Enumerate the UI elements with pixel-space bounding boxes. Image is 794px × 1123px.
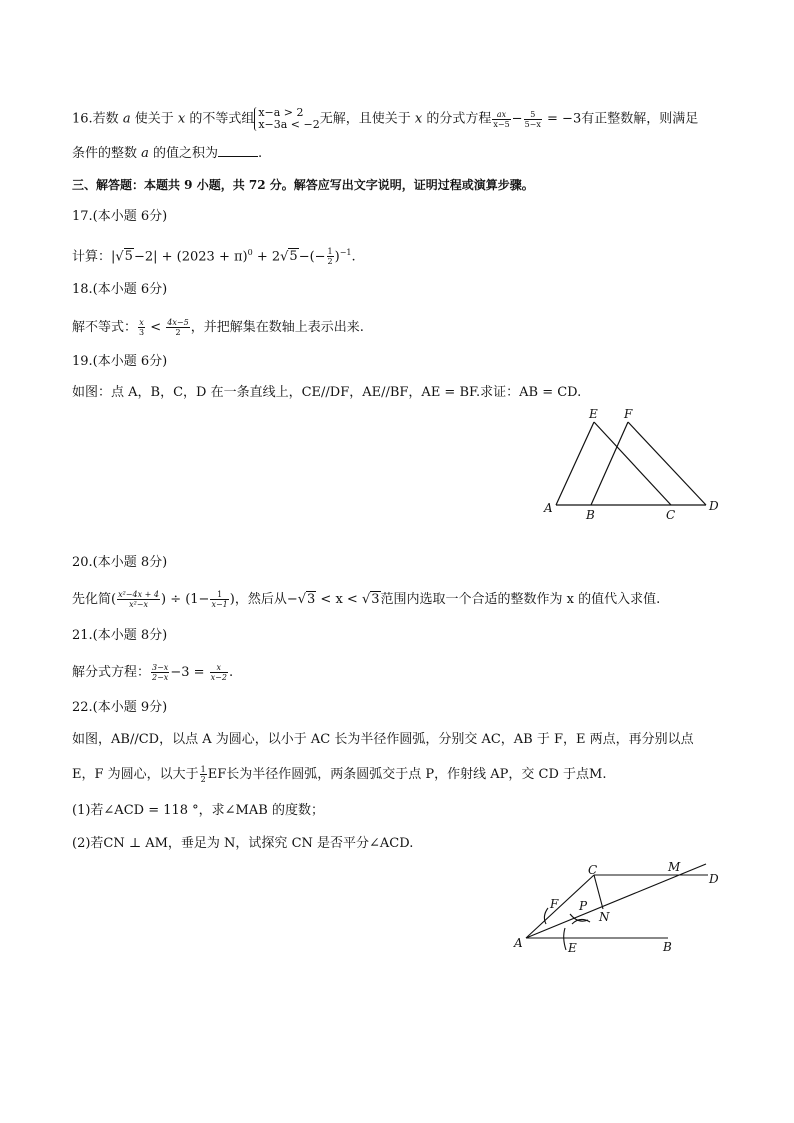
segment-bf <box>591 422 628 505</box>
fraction: $\frac{1}{2}$ <box>200 765 206 784</box>
segment-ae <box>556 422 594 505</box>
segment-ec <box>594 422 671 505</box>
q18-expression: 解不等式： $\frac{x}{3}$ < $\frac{4x-5}{2}$ ，并把解集在数轴上表示出来. <box>72 318 364 337</box>
inequality-system: x−a > 2 x−3a < −2 <box>254 107 319 131</box>
q22-line2: E，F 为圆心，以大于 $\frac{1}{2}$ EF长为半径作圆弧，两条圆弧交于点 P，作射线 AP，交 CD 于点M. <box>72 765 607 784</box>
label-d: D <box>709 872 719 886</box>
section-heading: 三、解答题：本题共 9 小题，共 72 分。解答应写出文字说明，证明过程或演算步骤。 <box>72 178 534 192</box>
label-a: A <box>544 501 553 515</box>
q21-equation: 解分式方程： $\frac{3-x}{2-x}$ −3 = $\frac{x}{x-2}$ . <box>72 663 234 682</box>
q18-heading: 18.(本小题 6分) <box>72 282 168 297</box>
label-f: F <box>624 407 633 421</box>
fraction: $\frac{3-x}{2-x}$ <box>152 663 169 682</box>
fraction: $\frac{5}{5-x}$ <box>524 109 541 129</box>
label-b: B <box>586 508 595 522</box>
fraction: $\frac{x}{x-2}$ <box>210 663 227 682</box>
q21-heading: 21.(本小题 8分) <box>72 628 168 643</box>
fraction: $\frac{1}{x-1}$ <box>211 590 228 609</box>
arc-e <box>564 928 566 950</box>
q19-statement: 如图：点 A，B，C，D 在一条直线上，CE//DF，AE//BF，AE = BF.求证：AB = CD. <box>72 385 582 400</box>
label-e: E <box>568 941 577 955</box>
q22-part1: (1)若∠ACD = 118 °，求∠MAB 的度数； <box>72 803 324 818</box>
q17-expression: 计算：$|√5-2| + (2023 + \pi)^0 + 2√5-(-$ $\frac{1}{2}$ )$^{-1}$. <box>72 247 356 267</box>
q22-figure <box>508 858 738 958</box>
q19-heading: 19.(本小题 6分) <box>72 354 168 369</box>
q16-line1: 16.若数 a 使关于 x 的不等式组 x−a > 2 x−3a < −2 无解，且使关于 x 的分式方程 $\frac{ax}{x-5}$ − $\frac{5}{5-x}$ = −3有正整数解，则满足 <box>72 106 699 131</box>
label-b: B <box>663 940 672 954</box>
label-c: C <box>588 863 598 877</box>
label-p: P <box>579 899 588 913</box>
q16-line2: 条件的整数 a 的值之积为 . <box>72 146 263 161</box>
segment-fd <box>628 422 706 505</box>
answer-blank <box>218 144 258 157</box>
label-e: E <box>589 407 598 421</box>
label-d: D <box>709 499 719 513</box>
label-c: C <box>666 508 676 522</box>
fraction: $\frac{ax}{x-5}$ <box>493 109 510 129</box>
q22-heading: 22.(本小题 9分) <box>72 700 168 715</box>
q19-figure <box>538 402 728 522</box>
q22-part2: (2)若CN ⊥ AM，垂足为 N，试探究 CN 是否平分∠ACD. <box>72 836 414 851</box>
label-m: M <box>668 860 681 874</box>
segment-cn <box>594 875 603 909</box>
fraction: $\frac{x}{3}$ <box>139 318 145 337</box>
q20-expression: 先化简( $\frac{\text{x²−4x + 4}}{\text{x²−x}}$ ) ÷ (1− $\frac{1}{x-1}$ )，然后从−√3 < x < √3范围内选取一个合适的整数作为 x 的值代入求值. <box>72 590 661 609</box>
q17-heading: 17.(本小题 6分) <box>72 209 168 224</box>
label-f: F <box>550 897 559 911</box>
arc-p2 <box>572 919 590 924</box>
fraction: $\frac{\text{x²−4x + 4}}{\text{x²−x}}$ <box>118 590 159 609</box>
label-n: N <box>599 910 610 924</box>
arc-f <box>544 908 548 924</box>
q20-heading: 20.(本小题 8分) <box>72 555 168 570</box>
fraction: $\frac{4x-5}{2}$ <box>167 318 189 337</box>
label-a: A <box>514 936 523 950</box>
fraction: $\frac{1}{2}$ <box>327 247 333 267</box>
q22-line1: 如图，AB//CD，以点 A 为圆心，以小于 AC 长为半径作圆弧，分别交 AC，AB 于 F，E 两点，再分别以点 <box>72 732 694 747</box>
